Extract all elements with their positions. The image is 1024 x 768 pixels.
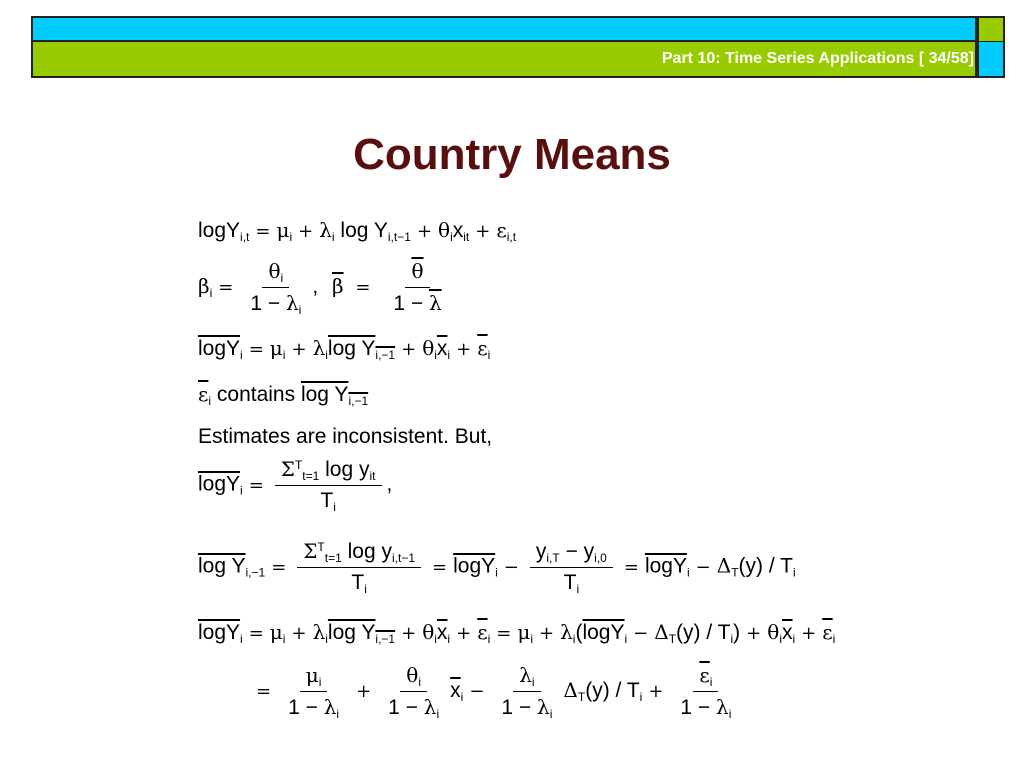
equation-contains: $\overline{\varepsilon}_i$ contains $\log Y_{i,-1}$ bbox=[198, 382, 369, 408]
equation-beta: $\beta_i$ = $\frac{\theta_i}{1 - \lambda_i}$ , $\overline{\beta}$ = $\frac{\overline{\theta}}{1 - \overline{\lambda}}$ bbox=[198, 259, 442, 317]
header-corner-square-top bbox=[977, 16, 1005, 43]
equation-means: $\log Y_i = \mu_i + \lambda_i\log$ $Y_{i,-1} + \theta_i\overline{x}_i + \overline{\varepsilon}_i$ bbox=[198, 336, 491, 362]
estimates-text: Estimates are inconsistent. But, bbox=[198, 425, 493, 448]
equation-logy-mean: logY$_i$ = $\frac{\Sigma^T_{t=1} \log y_{it}}{T_i}$ , bbox=[198, 457, 393, 514]
slide-label: Part 10: Time Series Applications [ 34/58] bbox=[661, 50, 974, 67]
header-corner-square-bottom bbox=[977, 42, 1005, 78]
contains-text: contains bbox=[216, 383, 296, 406]
header-top-bar bbox=[31, 16, 977, 42]
equation-final: = $\frac{\mu_i}{1 - \lambda_i}$ + $\frac{\theta_i}{1 - \lambda_i}$ $\overline{x}_i$ − $\frac{\lambda_i}{1 - \lambda_i}$ $\Delta_T(y) / T_i$ + $\frac{\overline{\varepsilon}_i}{1 - \lambda_i}$ bbox=[256, 663, 732, 721]
equation-model: $\log Y_{i,t} = \mu_i + \lambda_i$ $\log Y_{i,t-1} + \theta_ix_{it} + \varepsilon_{i,t}$ bbox=[198, 218, 517, 244]
slide-title: Country Means bbox=[353, 130, 671, 179]
equation-lagged-mean: $\log Y_{i,-1}$ = $\frac{\Sigma^T_{t=1} \log y_{i,t-1}}{T_i}$ = logY$_i$ − $\frac{y_{i,T} - y_{i,0}}{T_i}$ = $\log Y_i - \Delta_T(y) / T_i$ bbox=[198, 539, 796, 596]
equation-substituted: $\log Y_i = \mu_i + \lambda_i\log$ $Y_{i,-1} + \theta_i\overline{x}_i + \overline{\varepsilon}_i = \mu_i + \lambda_i(\log Y_i - \Delta_T(y) / T_i) + \theta_i\overline{x}_i + \overline{\varepsilon}_i$ bbox=[198, 620, 836, 646]
